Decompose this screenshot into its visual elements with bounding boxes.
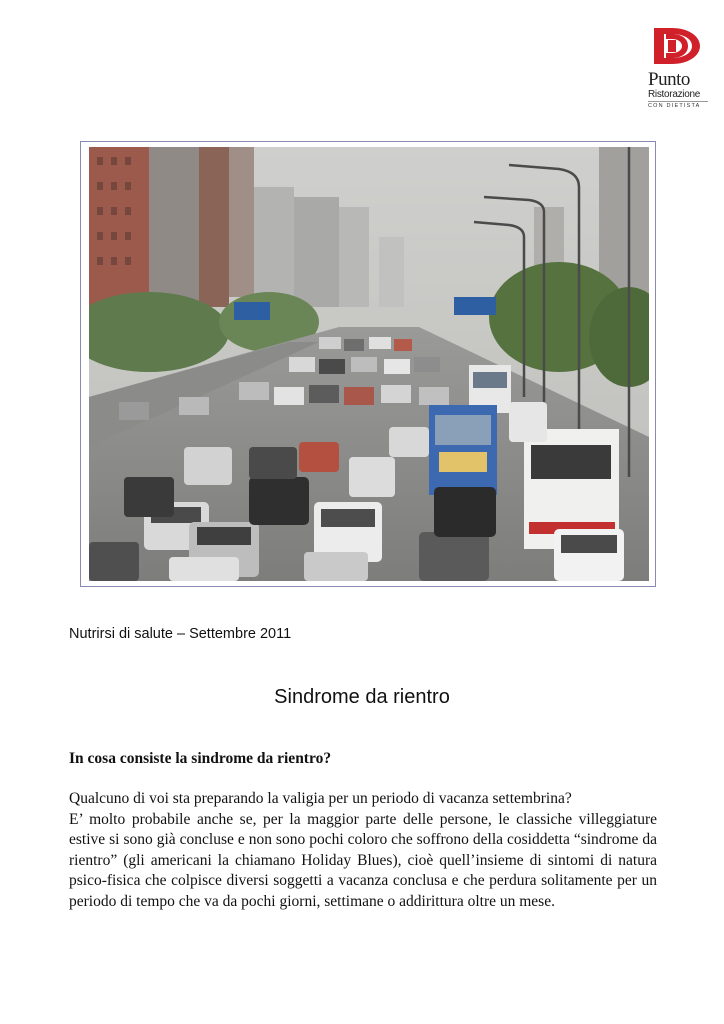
article-body: [69, 789, 657, 912]
logo-tagline: CON DIETISTA: [648, 101, 708, 111]
logo-mark-icon: [648, 22, 706, 72]
brand-logo: [644, 22, 716, 114]
logo-text: [648, 70, 716, 111]
photo-frame: [80, 141, 656, 587]
body-paragraph: E’ molto probabile anche se, per la maggior parte delle persone, le classiche villeggiature estive si sono già concluse e non sono pochi coloro che soffrono della cosiddetta “sindrome da rientro” (gli americani la chiamano Holiday Blues), cioè quell’insieme di sintomi di natura psico-fisica che colpisce diversi soggetti a vacanza conclusa e che perdura solitamente per un periodo di tempo che va da pochi giorni, settimane o addirittura oltre un mese.: [69, 810, 657, 910]
logo-sub: Ristorazione: [648, 89, 700, 100]
logo-brand: Punto: [648, 69, 690, 90]
issue-line: Nutrirsi di salute – Settembre 2011: [69, 626, 292, 642]
body-line-1: Qualcuno di voi sta preparando la valigia per un periodo di vacanza settembrina?: [69, 790, 572, 807]
article-title: Sindrome da rientro: [274, 686, 450, 708]
article-subtitle: In cosa consiste la sindrome da rientro?: [69, 750, 332, 767]
traffic-jam-photo: [89, 147, 649, 581]
